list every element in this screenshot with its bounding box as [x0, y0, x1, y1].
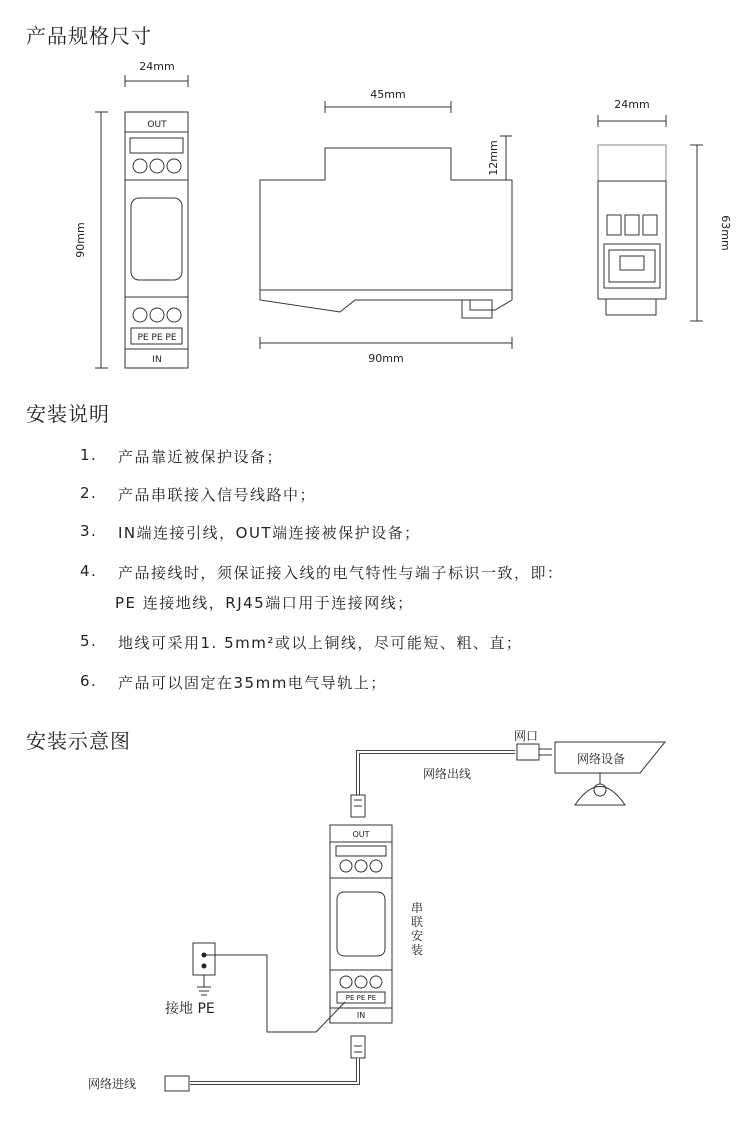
side-rail-width-label: 45mm — [370, 88, 406, 101]
svg-text:联: 联 — [410, 915, 424, 929]
net-in-cable — [190, 1058, 358, 1083]
rj45-plug-bottom — [351, 1036, 365, 1058]
svg-text:装: 装 — [410, 943, 424, 957]
svg-text:串: 串 — [410, 901, 424, 915]
diagram-out-label: OUT — [352, 830, 370, 839]
rj45-plug-device — [517, 744, 539, 760]
end-width-label: 24mm — [614, 98, 650, 111]
ground-wire — [205, 955, 345, 1032]
net-in-label: 网络进线 — [88, 1077, 137, 1091]
series-install-label — [411, 900, 423, 957]
front-height-label: 90mm — [74, 222, 87, 258]
net-out-label: 网络出线 — [422, 767, 472, 781]
side-step-label: 12mm — [487, 140, 500, 176]
heading-install-diagram: 安装示意图 — [26, 729, 131, 753]
front-in-label: IN — [152, 355, 162, 365]
side-view — [260, 101, 512, 349]
ground-label: 接地 PE — [165, 1001, 215, 1017]
end-height-label: 63mm — [719, 215, 732, 251]
front-pe-label: PE PE PE — [137, 333, 177, 343]
device-label: 网络设备 — [576, 752, 626, 766]
heading-dimensions: 产品规格尺寸 — [26, 24, 152, 48]
front-out-label: OUT — [147, 120, 167, 130]
diagram-pe-label: PE PE PE — [345, 994, 377, 1002]
dimension-drawings — [0, 50, 750, 380]
side-length-label: 90mm — [368, 352, 404, 365]
svg-text:安: 安 — [410, 929, 424, 943]
rj45-plug-in — [165, 1076, 189, 1091]
front-width-label: 24mm — [139, 60, 175, 73]
front-view — [95, 75, 188, 368]
diagram-in-label: IN — [356, 1011, 366, 1020]
heading-install-notes: 安装说明 — [26, 402, 110, 426]
ground-terminal — [193, 943, 215, 975]
end-view — [598, 115, 703, 321]
install-diagram — [0, 720, 750, 1141]
port-label: 网口 — [513, 729, 539, 743]
